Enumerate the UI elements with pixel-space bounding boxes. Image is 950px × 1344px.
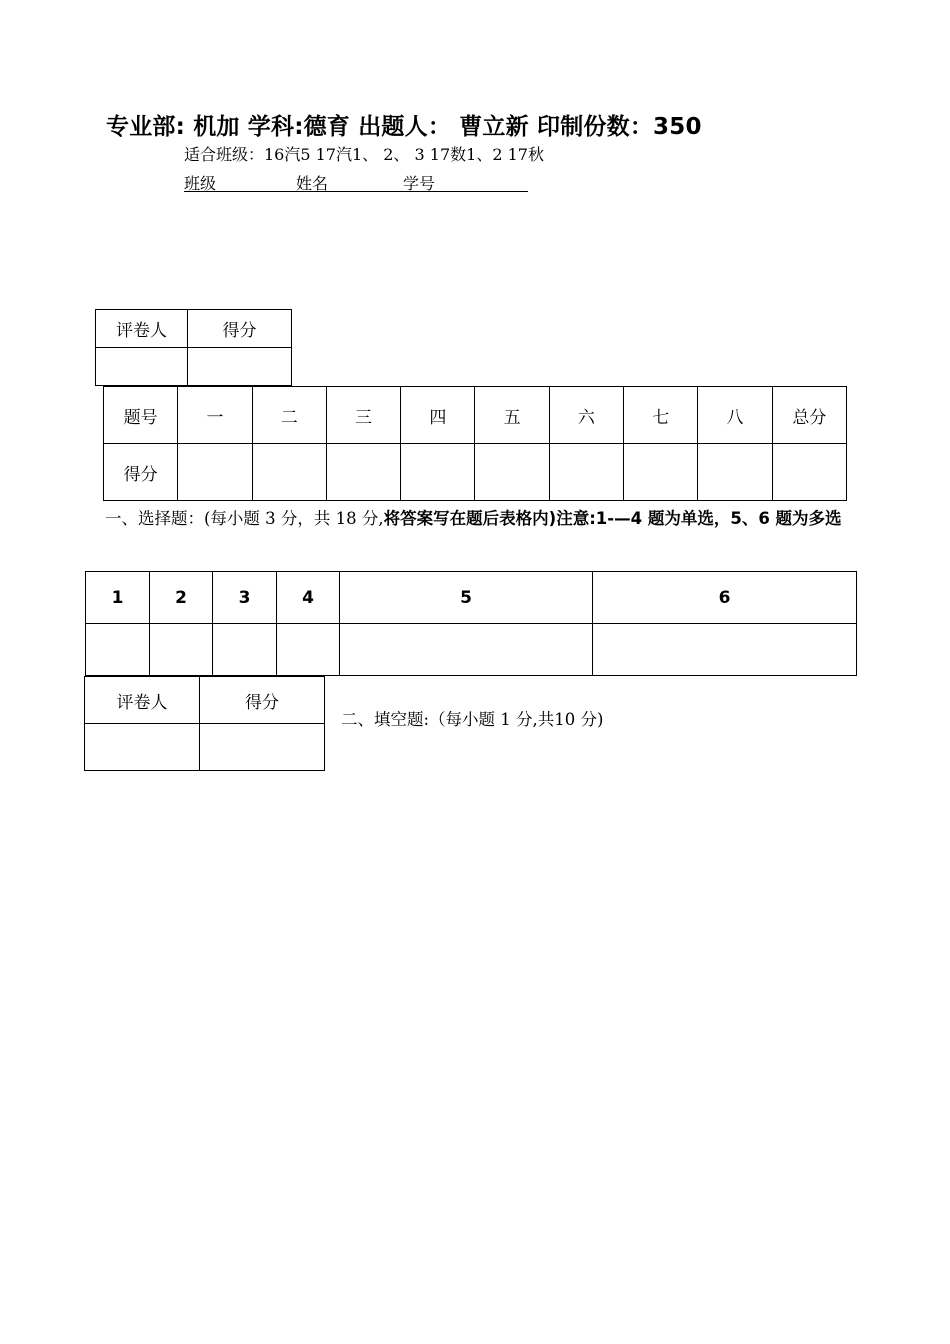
answer-cell[interactable]	[593, 624, 857, 676]
score-cell[interactable]	[252, 444, 326, 501]
grader-box-1	[95, 309, 292, 386]
applicable-classes: 适合班级：16汽5 17汽1、 2、 3 17数1、2 17秋	[184, 145, 544, 164]
reviewer-label: 评卷人	[85, 677, 200, 724]
student-id-label: 学号	[403, 174, 436, 193]
score-cell[interactable]	[698, 444, 772, 501]
score-label: 得分	[188, 310, 292, 348]
reviewer-cell[interactable]	[85, 724, 200, 771]
answer-column-header: 3	[213, 572, 277, 624]
page-title: 专业部: 机加 学科:德育 出题人： 曹立新 印制份数：350	[106, 114, 702, 140]
score-cell[interactable]	[188, 348, 292, 386]
column-header: 一	[178, 387, 252, 444]
score-cell[interactable]	[475, 444, 549, 501]
column-header: 五	[475, 387, 549, 444]
answer-table	[85, 571, 857, 676]
answer-cell[interactable]	[340, 624, 593, 676]
score-cell[interactable]	[326, 444, 400, 501]
answer-column-header: 1	[86, 572, 150, 624]
question-number-row	[104, 387, 847, 444]
score-row	[104, 444, 847, 501]
score-label: 得分	[200, 677, 325, 724]
answer-cell[interactable]	[277, 624, 340, 676]
class-label: 班级	[184, 174, 217, 193]
score-row-label: 得分	[104, 444, 178, 501]
answer-cell[interactable]	[86, 624, 150, 676]
answer-column-header: 6	[593, 572, 857, 624]
answer-cell[interactable]	[150, 624, 213, 676]
answer-cell[interactable]	[213, 624, 277, 676]
column-header: 三	[326, 387, 400, 444]
answer-column-header: 5	[340, 572, 593, 624]
column-header: 八	[698, 387, 772, 444]
score-cell[interactable]	[200, 724, 325, 771]
name-label: 姓名	[296, 174, 329, 193]
reviewer-label: 评卷人	[96, 310, 188, 348]
section-2-instructions: 二、填空题:（每小题 1 分,共10 分)	[341, 710, 604, 729]
column-header: 六	[549, 387, 623, 444]
score-cell[interactable]	[549, 444, 623, 501]
section-1-text: 一、选择题：(每小题 3 分，共 18 分,	[105, 509, 384, 528]
score-cell[interactable]	[624, 444, 698, 501]
reviewer-cell[interactable]	[96, 348, 188, 386]
column-header: 四	[401, 387, 475, 444]
student-info-line	[184, 171, 528, 192]
answer-column-header: 4	[277, 572, 340, 624]
grader-box-2	[84, 676, 325, 771]
row-header: 题号	[104, 387, 178, 444]
section-1-note: 将答案写在题后表格内)注意:1-—4 题为单选，5、6 题为多选	[383, 509, 842, 528]
column-header: 七	[624, 387, 698, 444]
section-1-instructions	[105, 504, 865, 534]
column-header: 二	[252, 387, 326, 444]
column-header: 总分	[772, 387, 846, 444]
score-cell[interactable]	[772, 444, 846, 501]
answer-column-header: 2	[150, 572, 213, 624]
score-cell[interactable]	[401, 444, 475, 501]
score-summary-table	[103, 386, 847, 501]
score-cell[interactable]	[178, 444, 252, 501]
